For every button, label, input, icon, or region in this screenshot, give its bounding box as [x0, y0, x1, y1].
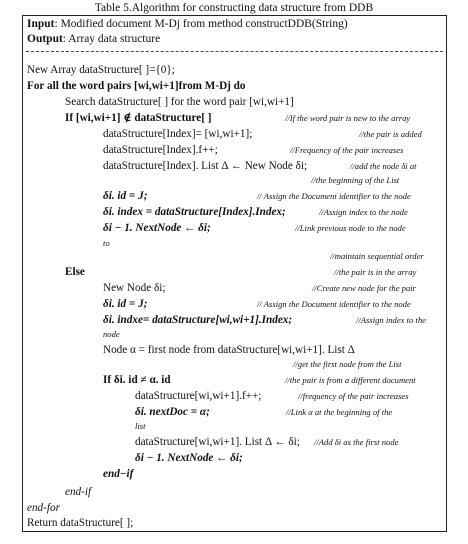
comment-9: //Create new node for the pair: [312, 283, 416, 293]
code-line-13: δi. id = J;: [103, 298, 148, 310]
code-line-11: Else: [65, 266, 85, 278]
code-line-4: If [wi,wi+1] ∉ dataStructure[ ]: [65, 112, 212, 124]
comment-15: //Link α at the beginning of the: [286, 407, 393, 417]
comment-11: //Assign index to the: [356, 315, 426, 325]
code-line-24: Return dataStructure[ ];: [27, 517, 134, 529]
comment-2: //the pair is added: [359, 129, 422, 139]
comment-16: //Add δi as the first node: [314, 437, 399, 447]
code-line-8: δi. id = J;: [103, 190, 148, 202]
code-line-15: Node α = first node from dataStructure[wi,wi+1]. List Δ: [103, 344, 355, 356]
code-line-2: For all the word pairs [wi,wi+1]from M-Dj do: [27, 80, 246, 92]
comment-4: //add the node δi at: [350, 161, 417, 171]
code-line-7: dataStructure[Index]. List Δ ← New Node δi;: [103, 160, 308, 172]
output-text: : Array data structure: [62, 33, 161, 45]
table-caption: Table 5.Algorithm for constructing data structure from DDB: [94, 2, 374, 14]
code-line-17: dataStructure[wi,wi+1].f++;: [135, 390, 262, 402]
code-line-14: δi. indxe= dataStructure[wi,wi+1].Index;: [103, 314, 293, 326]
output-line: [27, 33, 160, 45]
comment-7c: //maintain sequential order: [330, 251, 424, 261]
code-line-19: dataStructure[wi,wi+1]. List Δ ← δi;: [135, 436, 300, 448]
comment-15b: list: [135, 421, 146, 431]
code-line-12: New Node δi;: [103, 282, 166, 294]
code-line-5: dataStructure[Index]= [wi,wi+1];: [103, 128, 253, 140]
comment-7: //Link previous node to the node: [295, 223, 406, 233]
dashed-divider: [26, 51, 443, 52]
code-line-21: end−if: [103, 468, 134, 480]
code-line-22: end-if: [65, 486, 92, 498]
comment-13: //the pair is from a different document: [285, 375, 416, 385]
code-line-9: δi. index = dataStructure[Index].Index;: [103, 206, 286, 218]
comment-8: //the pair is in the array: [334, 267, 417, 277]
input-line: [27, 18, 348, 30]
code-line-3: Search dataStructure[ ] for the word pair [wi,wi+1]: [65, 96, 294, 108]
code-line-18: δi. nextDoc = α;: [135, 406, 210, 418]
algorithm-box: [22, 15, 447, 532]
comment-6: //Assign index to the node: [319, 207, 408, 217]
comment-11b: node: [103, 329, 120, 339]
code-line-16: If δi. id ≠ α. id: [103, 374, 171, 386]
comment-10: // Assign the Document identifier to the node: [257, 299, 411, 309]
input-label: Input: [27, 18, 55, 30]
code-line-10: δi − 1. NextNode ← δi;: [103, 222, 211, 234]
code-line-1: New Array dataStructure[ ]={0};: [27, 64, 175, 76]
comment-1: //If the word pair is new to the array: [285, 113, 411, 123]
output-label: Output: [27, 33, 63, 45]
comment-7b: to: [103, 238, 110, 248]
code-line-20: δi − 1. NextNode ← δi;: [135, 452, 243, 464]
comment-3: //Frequency of the pair increases: [290, 145, 404, 155]
input-text: : Modified document M-Dj from method constructDDB(String): [54, 18, 348, 30]
comment-5: // Assign the Document identifier to the node: [257, 191, 411, 201]
comment-4b: //the beginning of the List: [311, 175, 400, 185]
code-line-6: dataStructure[Index].f++;: [103, 144, 218, 156]
comment-14: //frequency of the pair increases: [298, 391, 409, 401]
code-line-23: end-for: [27, 502, 60, 514]
comment-12: //get the first node from the List: [293, 359, 402, 369]
